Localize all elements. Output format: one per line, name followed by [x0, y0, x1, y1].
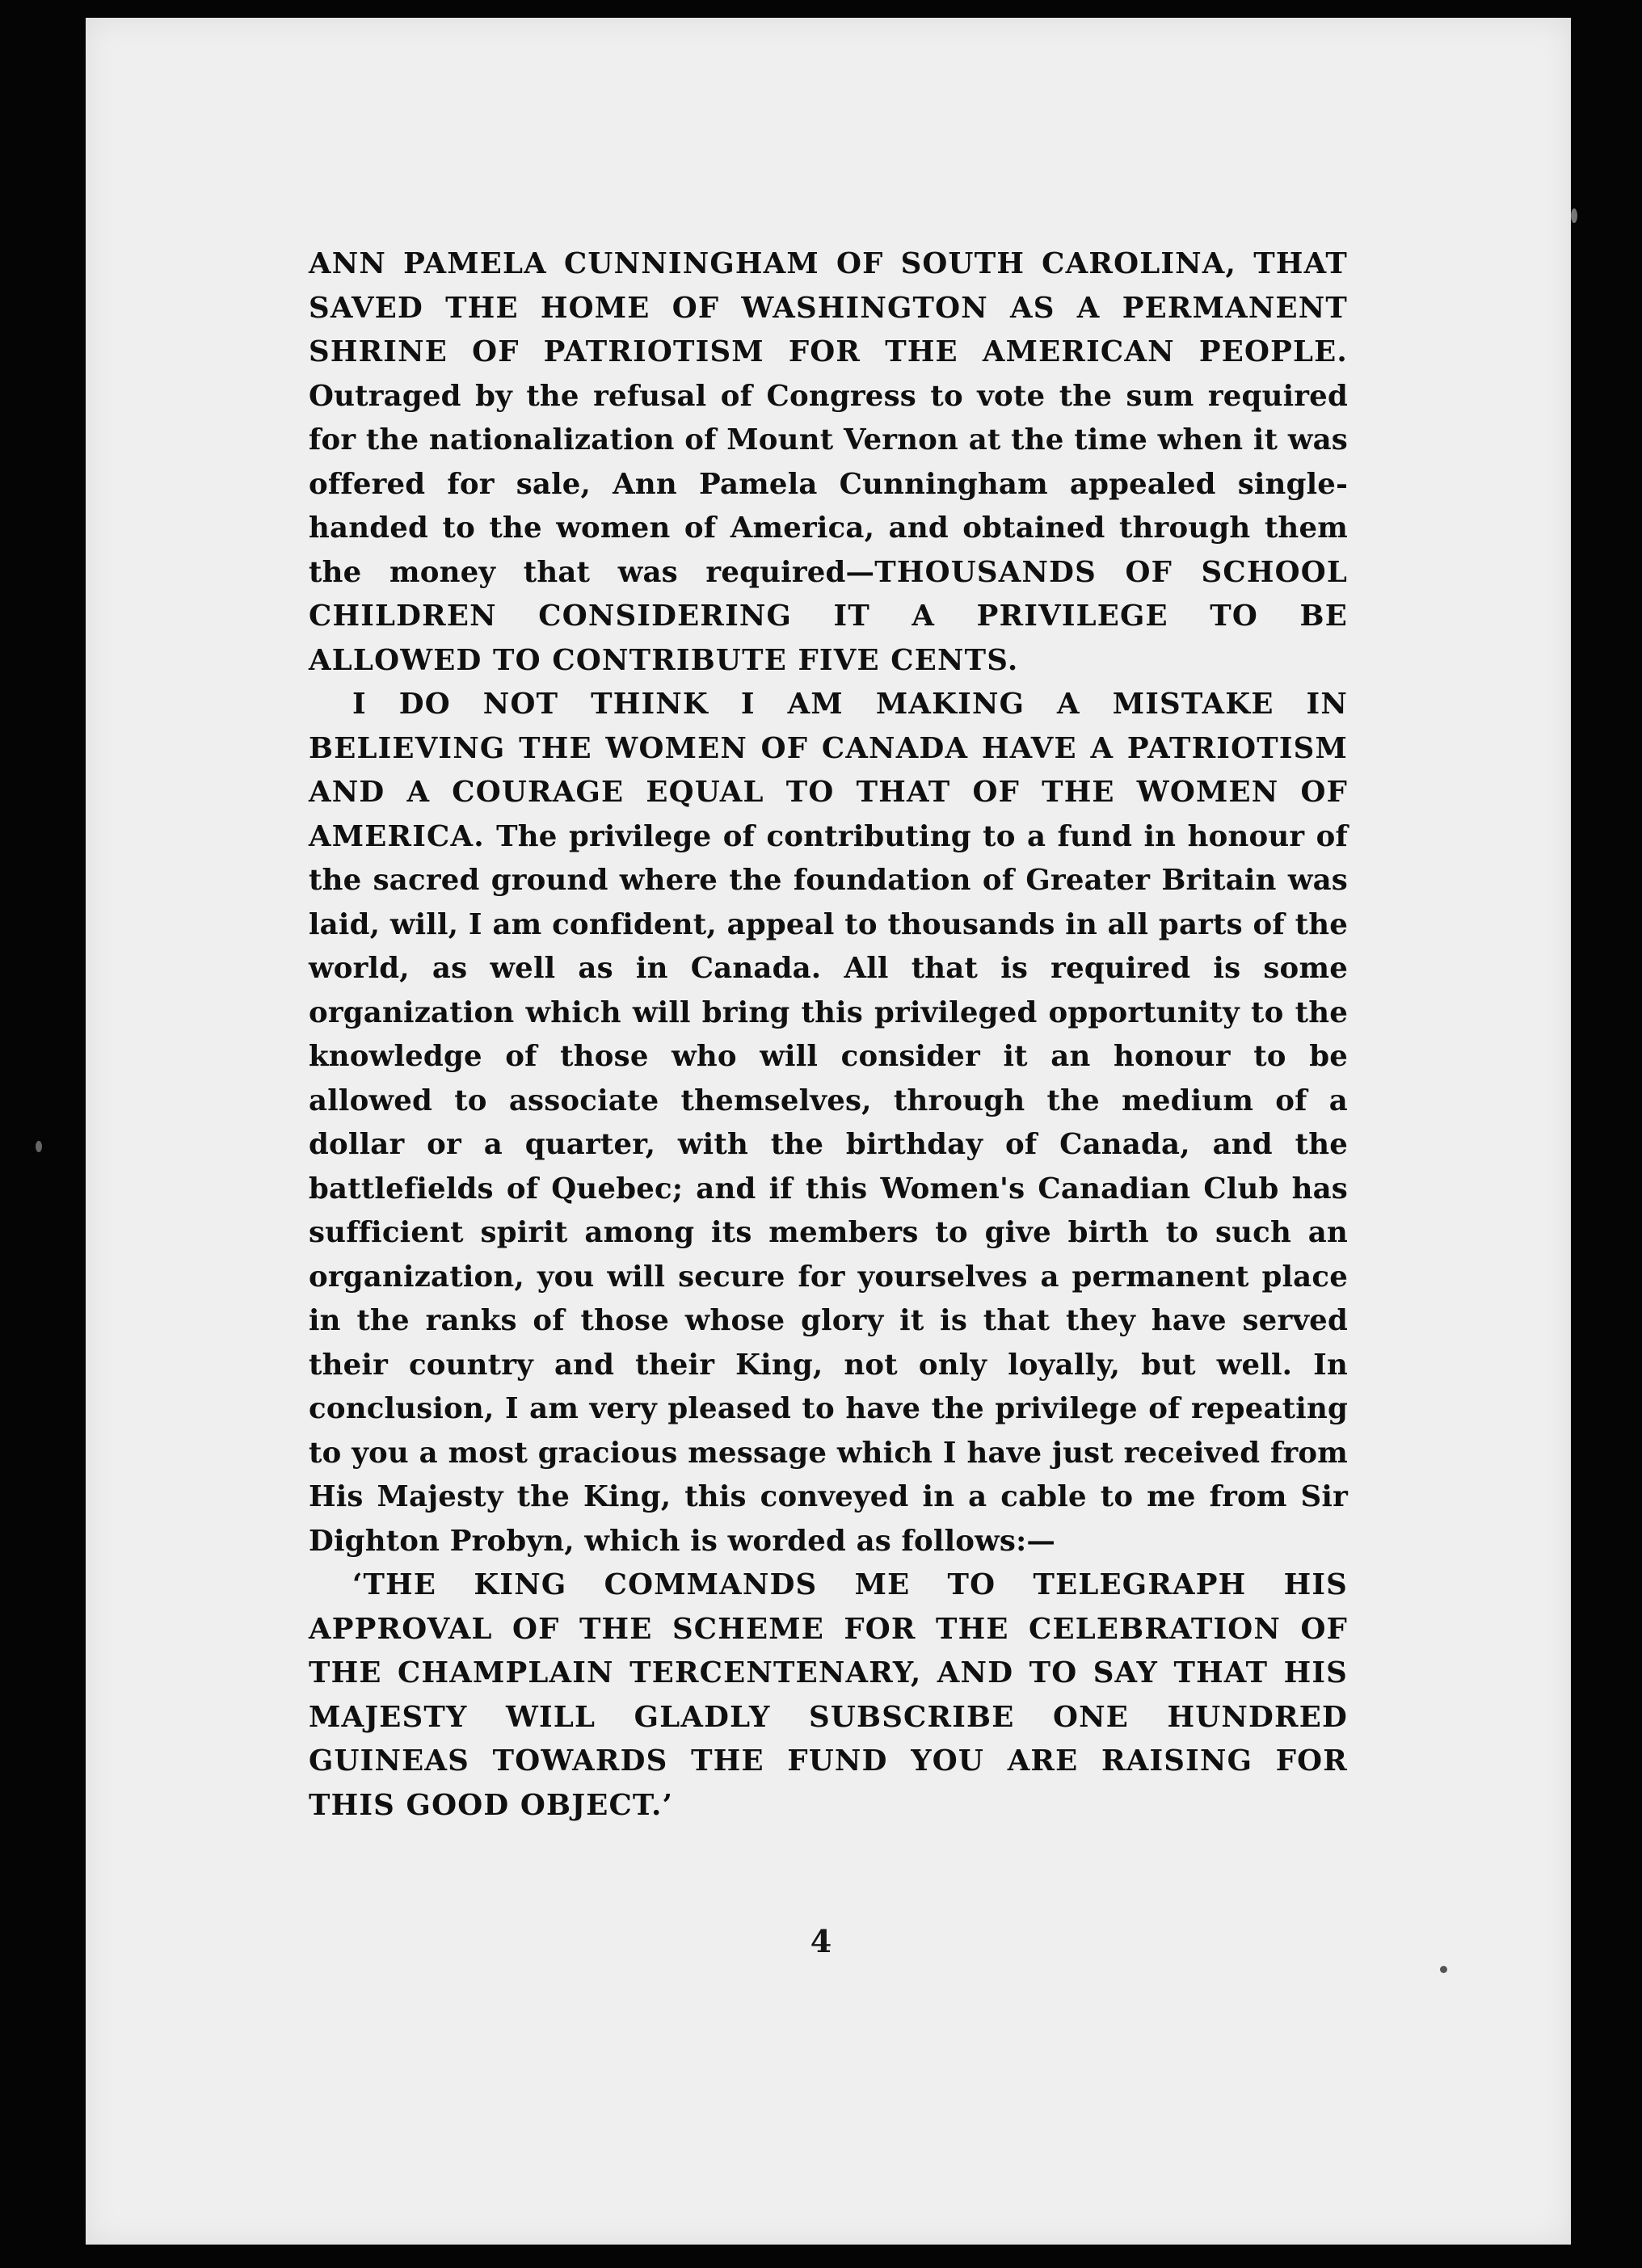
caps-heading: ANN PAMELA CUNNINGHAM OF SOUTH CAROLINA, THAT SAVED THE HOME OF WASHINGTON AS A PERMANENT SHRINE OF PATRIOTISM FOR THE AMERICAN PEOPLE.: [309, 247, 1348, 368]
caps-emphasis: THOUSANDS OF SCHOOL CHILDREN CONSIDERING IT A PRIVILEGE TO BE ALLOWED TO CONTRIBUTE FIVE CENTS.: [309, 555, 1348, 677]
quoted-telegram: ‘THE KING COMMANDS ME TO TELEGRAPH HIS APPROVAL OF THE SCHEME FOR THE CELEBRATION OF THE CHAMPLAIN TERCENTENARY, AND TO SAY THAT HIS MAJESTY WILL GLADLY SUBSCRIBE ONE HUNDRED GUINEAS TOWARDS THE FUND YOU ARE RAISING FOR THIS GOOD OBJECT.’: [309, 1568, 1348, 1822]
paragraph-text: The privilege of contributing to a fund in honour of the sacred ground where the foundation of Greater Britain was laid, will, I am confident, appeal to thousands in all parts of the world, as well as in Canada. All that is required is some organization which will bring this privileged opportunity to the knowledge of those who will consider it an honour to be allowed to associate themselves, through the medium of a dollar or a quarter, with the birthday of Canada, and the battlefields of Quebec; and if this Women's Canadian Club has sufficient spirit among its members to give birth to such an organization, you will secure for yourselves a permanent place in the ranks of those whose glory it is that they have served their country and their King, not only loyally, but well. In conclusion, I am very pleased to have the privilege of repeating to you a most gracious message which I have just received from His Majesty the King, this conveyed in a cable to me from Sir Dighton Probyn, which is worded as follows:—: [309, 819, 1348, 1558]
paragraph-king-message: [309, 1563, 1348, 1828]
page-number: 4: [810, 1923, 832, 1959]
paragraph-cunningham: [309, 242, 1348, 683]
paragraph-canada: [309, 683, 1348, 1563]
body-text: [309, 242, 1348, 1828]
paragraph-text: Outraged by the refusal of Congress to vote the sum required for the nationalization of Mount Vernon at the time when it was offered for sale, Ann Pamela Cunningham appealed single-handed to the women of America, and obtained through them the money that was required—: [309, 379, 1348, 589]
scan-speck: [36, 1141, 42, 1152]
caps-heading: I DO NOT THINK I AM MAKING A MISTAKE IN BELIEVING THE WOMEN OF CANADA HAVE A PATRIOTISM AND A COURAGE EQUAL TO THAT OF THE WOMEN OF AMERICA.: [309, 688, 1348, 853]
scan-speck: [1571, 208, 1577, 223]
scan-speck: [1440, 1966, 1447, 1973]
